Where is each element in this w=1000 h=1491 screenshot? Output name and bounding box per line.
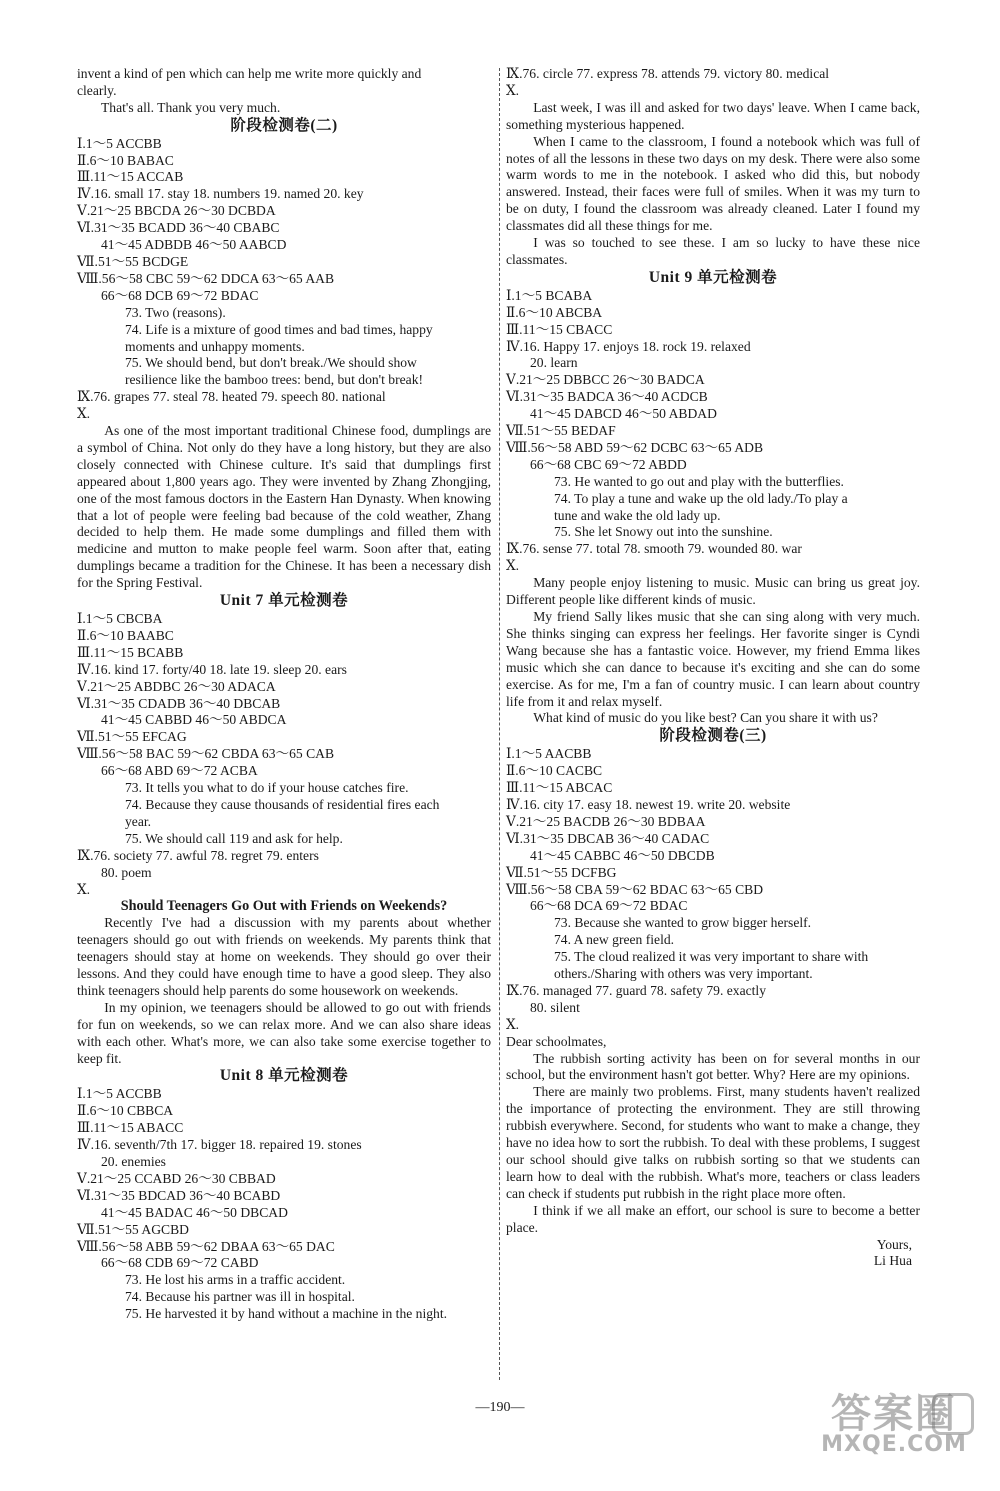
answer-line: others./Sharing with others was very important.: [554, 966, 813, 982]
watermark-url: MXQE.COM: [821, 1432, 967, 1457]
answer-line: 66～68 CBC 69～72 ABDD: [530, 456, 687, 472]
answer-line: Ⅹ.: [506, 1016, 520, 1032]
answer-line: Ⅷ.56～58 ABD 59～62 DCBC 63～65 ADB: [506, 439, 764, 455]
watermark-icon: [932, 1393, 974, 1435]
answer-line: Ⅵ.31～35 BADCA 36～40 ACDCB: [506, 389, 708, 405]
answer-line: 75. He harvested it by hand without a machine in the night.: [125, 1306, 448, 1322]
answer-line: Ⅷ.56～58 ABB 59～62 DBAA 63～65 DAC: [77, 1238, 335, 1254]
answer-line: Ⅸ.76. grapes 77. steal 78. heated 79. speech 80. national: [77, 389, 386, 405]
letter-signature: Li Hua: [873, 1253, 912, 1269]
answer-line: 20. learn: [530, 355, 578, 371]
essay-paragraph: In my opinion, we teenagers should be allowed to go out with friends for fun on weekends, so we can relax more. And we can also share ideas with each other. What's more, we can also take some exercise together to keep fit.: [77, 999, 491, 1066]
answer-line: Ⅱ.6～10 CACBC: [506, 763, 603, 779]
answer-line: Ⅴ.21～25 CCABD 26～30 CBBAD: [77, 1170, 276, 1186]
answer-line: Ⅲ.11～15 ABCAC: [506, 780, 613, 796]
answer-line: Ⅳ.16. kind 17. forty/40 18. late 19. sleep 20. ears: [77, 661, 347, 677]
answer-line: Ⅱ.6～10 ABCBA: [506, 304, 603, 320]
answer-line: 41～45 CABBD 46～50 ABDCA: [101, 712, 287, 728]
answer-line: 74. Life is a mixture of good times and bad times, happy: [125, 321, 433, 337]
answer-line: 41～45 CABBC 46～50 DBCDB: [530, 847, 715, 863]
answer-line: Ⅹ.: [77, 406, 91, 422]
answer-line: Ⅸ.76. sense 77. total 78. smooth 79. wounded 80. war: [506, 541, 802, 557]
page-number: —190—: [475, 1400, 525, 1415]
essay-paragraph: I was so touched to see these. I am so lucky to have these nice classmates.: [506, 235, 920, 267]
column-divider: [499, 68, 500, 1380]
section-heading: Unit 7 单元检测卷: [219, 592, 349, 610]
section-heading: Unit 8 单元检测卷: [219, 1067, 349, 1085]
answer-line: 75. She let Snowy out into the sunshine.: [554, 524, 773, 540]
answer-line: Ⅲ.11～15 BCABB: [77, 644, 184, 660]
essay-paragraph: Many people enjoy listening to music. Music can bring us great joy. Different people like different kinds of music.: [506, 575, 920, 608]
answer-line: Ⅵ.31～35 DBCAB 36～40 CADAC: [506, 830, 710, 846]
answer-line: 80. poem: [101, 864, 152, 880]
answer-line: Ⅱ.6～10 BABAC: [77, 152, 174, 168]
answer-line: 74. Because they cause thousands of residential fires each: [125, 796, 440, 812]
essay-paragraph: There are mainly two problems. First, many students haven't realized the importance of protecting the environment. They are still throwing rubbish everywhere. Second, for students who want to make a change, they have no idea how to sort the rubbish. To deal with these problems, I suggest our school should give talks on rubbish sorting so that we students can learn how to deal with the rubbish. What's more, teachers or class leaders can check if students put rubbish in the right place more often.: [506, 1084, 920, 1201]
answer-line: 66～68 CDB 69～72 CABD: [101, 1255, 259, 1271]
answer-line: Ⅹ.: [77, 881, 91, 897]
answer-line: That's all. Thank you very much.: [101, 99, 281, 115]
answer-line: 41～45 BADAC 46～50 DBCAD: [101, 1204, 288, 1220]
answer-line: 66～68 DCA 69～72 BDAC: [530, 898, 688, 914]
answer-line: Ⅳ.16. seventh/7th 17. bigger 18. repaired 19. stones: [77, 1137, 362, 1153]
section-heading: 阶段检测卷(三): [659, 727, 767, 745]
essay-title: Should Teenagers Go Out with Friends on Weekends?: [120, 898, 448, 915]
answer-line: resilience like the bamboo trees: bend, but don't break!: [125, 372, 424, 388]
answer-line: 20. enemies: [101, 1154, 166, 1169]
answer-line: Ⅵ.31～35 CDADB 36～40 DBCAB: [77, 695, 281, 711]
answer-line: Ⅴ.21～25 DBBCC 26～30 BADCA: [506, 372, 705, 388]
essay-paragraph: I think if we all make an effort, our school is sure to become a better place.: [506, 1202, 920, 1235]
essay-paragraph: The rubbish sorting activity has been on for several months in our school, but the environment hasn't got better. Why? Here are my opinions.: [506, 1050, 920, 1083]
answer-line: 73. It tells you what to do if your house catches fire.: [125, 780, 409, 796]
answer-line: Ⅹ.: [506, 82, 520, 98]
answer-line: Ⅲ.11～15 ACCAB: [77, 169, 184, 185]
answer-line: Ⅴ.21～25 ABDBC 26～30 ADACA: [77, 678, 276, 694]
essay-paragraph: My friend Sally likes music that she can sing along with very much. She thinks singing can express her feelings. Her favorite singer is Cyndi Wang because she has a fantastic voice. However, my friend Emma likes music which she can dance to because it's exciting and she can do some exercise. As for me, I'm a fan of country music. I can learn about country life from it and relax myself.: [506, 609, 920, 709]
answer-line: Ⅲ.11～15 ABACC: [77, 1120, 184, 1136]
answer-line: year.: [125, 813, 152, 829]
right-column: [506, 66, 920, 1270]
answer-line: Ⅶ.51～55 DCFBG: [506, 864, 617, 880]
answer-line: Ⅶ.51～55 BEDAF: [506, 423, 616, 439]
answer-line: Ⅵ.31～35 BCADD 36～40 CBABC: [77, 220, 280, 236]
answer-line: Ⅴ.21～25 BBCDA 26～30 DCBDA: [77, 203, 276, 219]
essay-paragraph: Recently I've had a discussion with my parents about whether teenagers should go out with friends on weekends. My parents think that teenagers should stay at home on weekends. They should go over their lessons. And they could have enough time to have a good sleep. They also think teenagers should help parents do some housework on weekends.: [77, 915, 491, 998]
left-column: [77, 66, 491, 1323]
answer-line: 80. silent: [530, 999, 580, 1015]
answer-line: Ⅷ.56～58 CBA 59～62 BDAC 63～65 CBD: [506, 881, 764, 897]
answer-line: 75. We should call 119 and ask for help.: [125, 830, 343, 846]
answer-line: Ⅵ.31～35 BDCAD 36～40 BCABD: [77, 1187, 281, 1203]
answer-line: Ⅴ.21～25 BACDB 26～30 BDBAA: [506, 813, 706, 829]
answer-line: Ⅰ.1～5 BCABA: [506, 287, 593, 303]
answer-line: 74. To play a tune and wake up the old lady./To play a: [554, 490, 848, 506]
answer-line: Ⅰ.1～5 AACBB: [506, 746, 592, 762]
answer-line: Ⅶ.51～55 BCDGE: [77, 253, 189, 269]
answer-line: Ⅸ.76. circle 77. express 78. attends 79. victory 80. medical: [506, 66, 830, 81]
answer-line: Ⅳ.16. city 17. easy 18. newest 19. write 20. website: [506, 796, 791, 812]
answer-line: Ⅷ.56～58 CBC 59～62 DDCA 63～65 AAB: [77, 270, 335, 286]
answer-line: Ⅳ.16. small 17. stay 18. numbers 19. named 20. key: [77, 186, 364, 202]
answer-line: Ⅸ.76. managed 77. guard 78. safety 79. exactly: [506, 982, 766, 998]
answer-line: Ⅲ.11～15 CBACC: [506, 321, 613, 337]
answer-line: Ⅰ.1～5 CBCBA: [77, 611, 163, 626]
answer-line: 66～68 ABD 69～72 ACBA: [101, 763, 258, 779]
answer-line: 74. A new green field.: [554, 932, 675, 948]
essay-paragraph: What kind of music do you like best? Can you share it with us?: [533, 710, 878, 726]
answer-line: 75. The cloud realized it was very important to share with: [554, 949, 869, 965]
answer-line: Ⅶ.51～55 EFCAG: [77, 729, 187, 745]
essay-paragraph: As one of the most important traditional Chinese food, dumplings are a symbol of China. Not only do they have a long history, but they are also closely connected with Chinese culture. It's said that dumplings first appeared about 1,800 years ago. They were invented by Zhang Zhongjing, one of the most famous doctors in the Eastern Han Dynasty. When knowing that a lot of people were feeling bad because of the cold weather, Zhang decided to help them. He made some dumplings and filled them with medicine and mutton to make people feel warm. Soon after that, eating dumplings became a tradition for the Chinese. It has been a necessary dish for the Spring Festival.: [77, 423, 491, 591]
answer-line: Ⅱ.6～10 BAABC: [77, 627, 174, 643]
section-heading: Unit 9 单元检测卷: [648, 268, 778, 286]
answer-line: moments and unhappy moments.: [125, 338, 305, 354]
answer-line: Ⅸ.76. society 77. awful 78. regret 79. enters: [77, 847, 319, 863]
answer-line: Ⅱ.6～10 CBBCA: [77, 1103, 174, 1119]
essay-paragraph: Last week, I was ill and asked for two days' leave. When I came back, something mysterious happened.: [506, 99, 920, 132]
answer-line: 73. He lost his arms in a traffic accident.: [125, 1272, 346, 1288]
answer-line: 75. We should bend, but don't break./We should show: [125, 355, 417, 371]
watermark-text: 答案圈: [831, 1391, 957, 1437]
answer-line: invent a kind of pen which can help me write more quickly and: [77, 66, 422, 81]
answer-line: 41～45 ADBDB 46～50 AABCD: [101, 237, 287, 253]
answer-line: 74. Because his partner was ill in hospital.: [125, 1289, 355, 1305]
answer-line: Ⅰ.1～5 ACCBB: [77, 1086, 162, 1102]
answer-line: Ⅶ.51～55 AGCBD: [77, 1221, 189, 1237]
answer-line: 73. Because she wanted to grow bigger herself.: [554, 915, 812, 931]
answer-line: 41～45 DABCD 46～50 ABDAD: [530, 406, 717, 422]
letter-signature: Yours,: [876, 1236, 912, 1252]
answer-line: tune and wake the old lady up.: [554, 507, 721, 523]
answer-line: Ⅷ.56～58 BAC 59～62 CBDA 63～65 CAB: [77, 746, 335, 762]
essay-paragraph: When I came to the classroom, I found a notebook which was full of notes of all the lessons in these two days on my desk. There were also some warm words to me in the notebook. I asked who did this, but nobody answered. Instead, their faces were full of smiles. When it was my turn to be on duty, I found the classroom was already cleaned. Later I found my classmates did all these things for me.: [506, 133, 920, 234]
answer-line: clearly.: [77, 82, 117, 98]
answer-line: Ⅰ.1～5 ACCBB: [77, 135, 162, 151]
answer-line: Dear schoolmates,: [506, 1033, 607, 1049]
answer-line: Ⅹ.: [506, 558, 520, 574]
answer-line: 73. He wanted to go out and play with the butterflies.: [554, 473, 844, 489]
answer-line: 73. Two (reasons).: [125, 304, 226, 320]
section-heading: 阶段检测卷(二): [230, 116, 338, 134]
answer-line: 66～68 DCB 69～72 BDAC: [101, 287, 259, 303]
watermark-logo: [804, 1391, 984, 1481]
answer-line: Ⅳ.16. Happy 17. enjoys 18. rock 19. relaxed: [506, 338, 751, 354]
